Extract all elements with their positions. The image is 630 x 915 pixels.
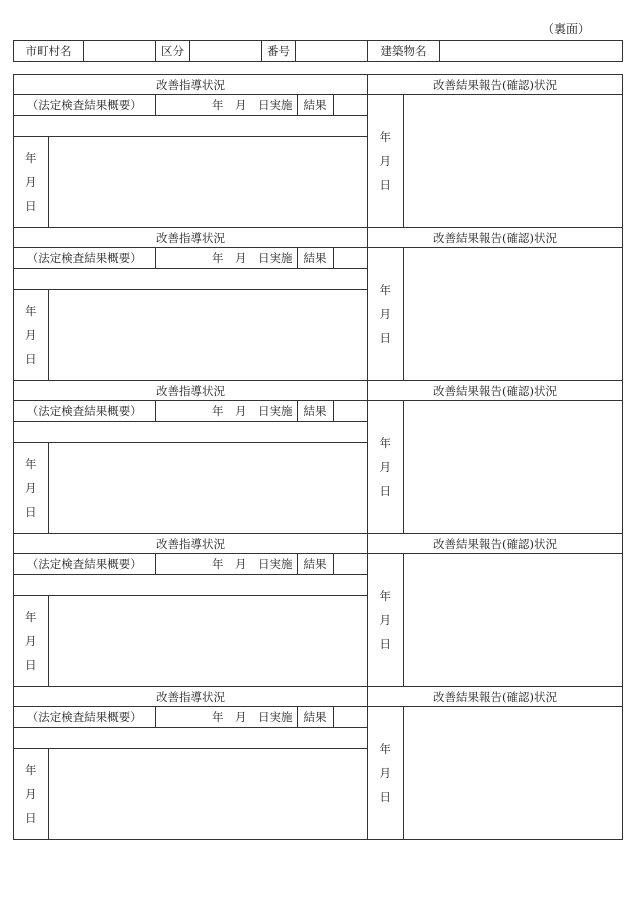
summary-field[interactable] — [14, 268, 368, 289]
report-date — [368, 554, 403, 686]
month-label: 月 — [25, 633, 37, 648]
report-date — [368, 707, 403, 839]
inspection-summary-label: （法定検査結果概要） — [14, 401, 155, 421]
summary-field[interactable] — [14, 574, 368, 595]
guidance-block — [14, 554, 368, 687]
category-label: 区分 — [156, 41, 190, 62]
result-field[interactable] — [333, 401, 368, 421]
year-label: 年 — [25, 456, 37, 471]
improvement-guidance-title: 改善指導状況 — [14, 75, 368, 95]
municipality-label: 市町村名 — [14, 41, 84, 62]
month-label: 月 — [25, 327, 37, 342]
improvement-guidance-title: 改善指導状況 — [14, 687, 368, 707]
result-field[interactable] — [333, 248, 368, 268]
improvement-section — [13, 533, 623, 687]
year-label: 年 — [25, 762, 37, 777]
guidance-content-field[interactable] — [48, 136, 368, 227]
day-label: 日 — [25, 504, 37, 519]
inspection-summary-label: （法定検査結果概要） — [14, 95, 155, 115]
number-field[interactable] — [296, 41, 368, 62]
building-name-label: 建築物名 — [368, 41, 440, 62]
report-content-field[interactable] — [403, 401, 623, 533]
result-field[interactable] — [333, 707, 368, 727]
guidance-content-field[interactable] — [48, 442, 368, 533]
building-name-field[interactable] — [440, 41, 623, 62]
summary-field[interactable] — [14, 727, 368, 748]
guidance-block — [14, 248, 368, 381]
improvement-sections — [13, 74, 622, 840]
result-field[interactable] — [333, 554, 368, 574]
day-label: 日 — [379, 637, 391, 651]
improvement-guidance-title: 改善指導状況 — [14, 381, 368, 401]
improvement-section — [13, 227, 623, 381]
header-table — [13, 40, 623, 62]
implementation-date-label: 年 月 日実施 — [155, 707, 297, 727]
year-label: 年 — [25, 609, 37, 624]
month-label: 月 — [25, 480, 37, 495]
report-content-field[interactable] — [403, 95, 623, 227]
implementation-date-label: 年 月 日実施 — [155, 401, 297, 421]
report-content-field[interactable] — [403, 707, 623, 839]
number-label: 番号 — [262, 41, 296, 62]
day-label: 日 — [379, 484, 391, 498]
inspection-summary-label: （法定検査結果概要） — [14, 707, 155, 727]
implementation-date-label: 年 月 日実施 — [155, 95, 297, 115]
page-side-label: （裏面） — [541, 22, 590, 36]
implementation-date-label: 年 月 日実施 — [155, 554, 297, 574]
month-label: 月 — [379, 307, 391, 321]
guidance-date — [14, 595, 48, 686]
improvement-section — [13, 380, 623, 534]
guidance-date — [14, 748, 48, 839]
result-label: 結果 — [297, 248, 333, 268]
category-field[interactable] — [190, 41, 262, 62]
year-label: 年 — [379, 742, 391, 756]
year-label: 年 — [379, 130, 391, 144]
improvement-report-title: 改善結果報告(確認)状況 — [368, 381, 623, 401]
report-content-field[interactable] — [403, 248, 623, 380]
result-label: 結果 — [297, 707, 333, 727]
guidance-content-field[interactable] — [48, 748, 368, 839]
guidance-date — [14, 136, 48, 227]
result-field[interactable] — [333, 95, 368, 115]
year-label: 年 — [379, 283, 391, 297]
month-label: 月 — [379, 613, 391, 627]
year-label: 年 — [379, 589, 391, 603]
day-label: 日 — [379, 790, 391, 804]
implementation-date-label: 年 月 日実施 — [155, 248, 297, 268]
inspection-summary-label: （法定検査結果概要） — [14, 248, 155, 268]
report-date — [368, 248, 403, 380]
day-label: 日 — [25, 198, 37, 213]
year-label: 年 — [25, 303, 37, 318]
summary-field[interactable] — [14, 115, 368, 136]
guidance-block — [14, 401, 368, 534]
improvement-section — [13, 686, 623, 840]
day-label: 日 — [379, 331, 391, 345]
report-block — [368, 248, 623, 381]
month-label: 月 — [379, 766, 391, 780]
report-date — [368, 95, 403, 227]
guidance-block — [14, 707, 368, 840]
result-label: 結果 — [297, 401, 333, 421]
improvement-guidance-title: 改善指導状況 — [14, 228, 368, 248]
year-label: 年 — [25, 150, 37, 165]
report-block — [368, 401, 623, 534]
report-block — [368, 707, 623, 840]
month-label: 月 — [25, 174, 37, 189]
guidance-date — [14, 442, 48, 533]
improvement-guidance-title: 改善指導状況 — [14, 534, 368, 554]
guidance-block — [14, 95, 368, 228]
guidance-date — [14, 289, 48, 380]
month-label: 月 — [379, 154, 391, 168]
report-block — [368, 554, 623, 687]
result-label: 結果 — [297, 554, 333, 574]
day-label: 日 — [379, 178, 391, 192]
improvement-report-title: 改善結果報告(確認)状況 — [368, 534, 623, 554]
guidance-content-field[interactable] — [48, 289, 368, 380]
day-label: 日 — [25, 810, 37, 825]
improvement-report-title: 改善結果報告(確認)状況 — [368, 228, 623, 248]
report-content-field[interactable] — [403, 554, 623, 686]
summary-field[interactable] — [14, 421, 368, 442]
year-label: 年 — [379, 436, 391, 450]
day-label: 日 — [25, 657, 37, 672]
day-label: 日 — [25, 351, 37, 366]
inspection-summary-label: （法定検査結果概要） — [14, 554, 155, 574]
improvement-report-title: 改善結果報告(確認)状況 — [368, 687, 623, 707]
municipality-field[interactable] — [84, 41, 156, 62]
month-label: 月 — [25, 786, 37, 801]
month-label: 月 — [379, 460, 391, 474]
improvement-section — [13, 74, 623, 228]
improvement-report-title: 改善結果報告(確認)状況 — [368, 75, 623, 95]
report-block — [368, 95, 623, 228]
report-date — [368, 401, 403, 533]
result-label: 結果 — [297, 95, 333, 115]
guidance-content-field[interactable] — [48, 595, 368, 686]
